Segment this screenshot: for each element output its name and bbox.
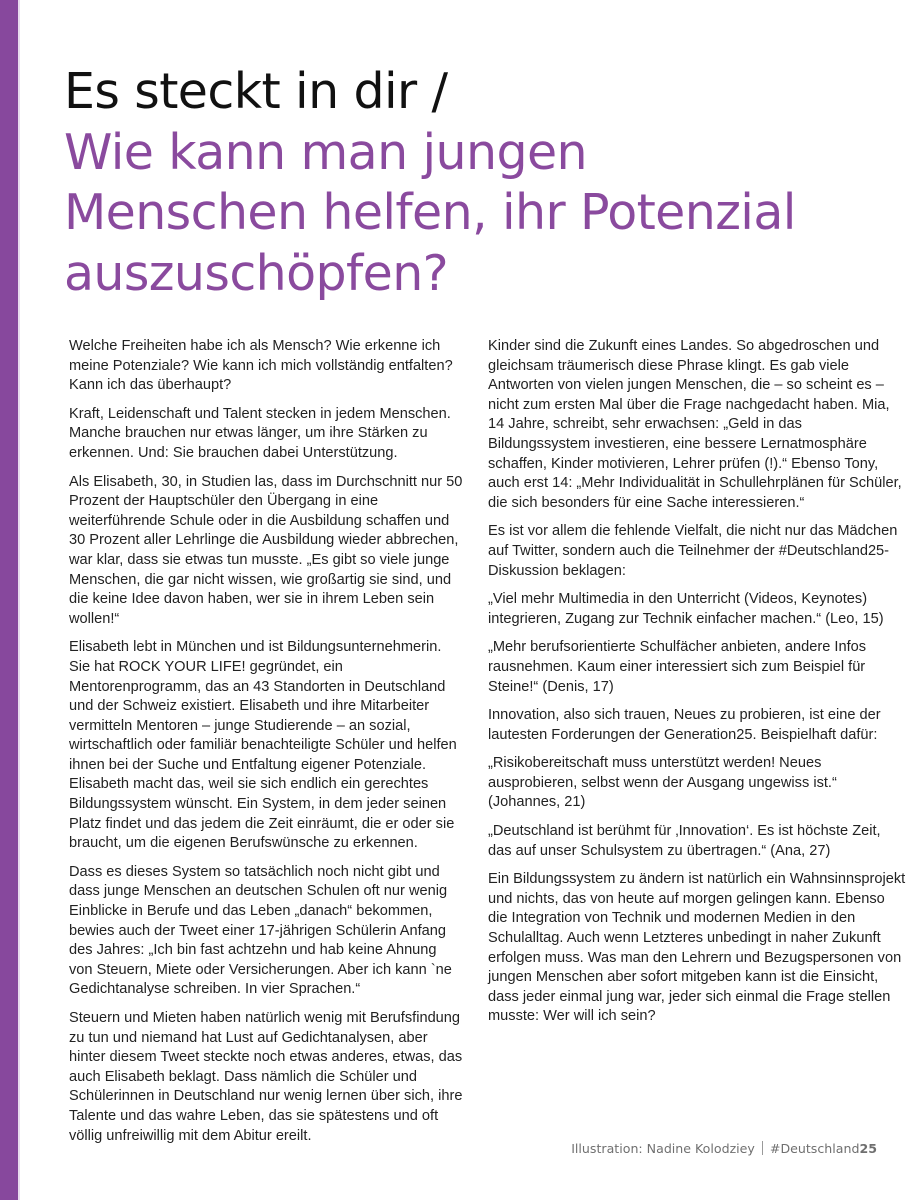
paragraph: Elisabeth lebt in München und ist Bildungsunternehmerin. Sie hat ROCK YOUR LIFE! gegründet, ein Mentorenprogramm, das an 43 Standorten in Deutschland und der Schweiz existiert. Elisabeth und ihre Mitarbeiter vermitteln Mentoren – junge Studierende – an sozial, wirtschaftlich oder familiär benachteiligte Schüler und helfen ihnen bei der Suche und Entfaltung eigener Potenziale. Elisabeth macht das, weil sie sich endlich ein gerechtes Bildungssystem wünscht. Ein System, in dem jeder seinen Platz findet und das jedem die Zeit einräumt, die er oder sie braucht, um die eigenen Berufswünsche zu erkennen. — [69, 639, 457, 852]
accent-side-bar — [0, 0, 18, 1200]
paragraph: Kraft, Leidenschaft und Talent stecken in jedem Menschen. Manche brauchen nur etwas länger, um ihre Stärken zu erkennen. Und: Sie brauchen dabei Unterstützung. — [69, 405, 451, 461]
quote-paragraph: „Risikobereitschaft muss unterstützt werden! Neues ausprobieren, selbst wenn der Ausgang ungewiss ist.“ (Johannes, 21) — [488, 755, 837, 811]
paragraph: Als Elisabeth, 30, in Studien las, dass im Durchschnitt nur 50 Prozent der Hauptschüler den Übergang in eine weiterführende Schule oder in die Ausbildung schaffen und 30 Prozent aller Lehrlinge die Ausbildung wieder abbrechen, war klar, dass sie etwas tun musste. „Es gibt so viele junge Menschen, die gar nicht wissen, wie großartig sie sind, und die keine Idee davon haben, wer sie in ihrem Leben sein wollen!“ — [69, 473, 463, 627]
paragraph: Dass es dieses System so tatsächlich noch nicht gibt und dass junge Menschen an deutschen Schulen oft nur wenig Einblicke in Berufe und das Leben „danach“ bekommen, bewies auch der Tweet einer 17-jährigen Schülerin Anfang des Jahres: „Ich bin fast achtzehn und hab keine Ahnung von Steuern, Miete oder Versicherungen. Aber ich kann `ne Gedichtanalyse schreiben. In vier Sprachen.“ — [69, 863, 452, 998]
title-question-line-3: auszuschöpfen? — [64, 244, 449, 302]
paragraph: Es ist vor allem die fehlende Vielfalt, die nicht nur das Mädchen auf Twitter, sondern auch die Teilnehmer der #Deutschland25-Diskussion beklagen: — [488, 523, 898, 579]
quote-paragraph: „Mehr berufsorientierte Schulfächer anbieten, andere Infos rausnehmen. Kaum einer interessiert sich zum Beispiel für Steine!“ (Denis, 17) — [488, 639, 867, 695]
hashtag — [770, 1141, 877, 1156]
accent-side-bar-edge — [18, 0, 20, 1200]
quote-paragraph: „Deutschland ist berühmt für ‚Innovation‘. Es ist höchste Zeit, das auf unser Schulsystem zu übertragen.“ (Ana, 27) — [488, 823, 881, 859]
paragraph: Welche Freiheiten habe ich als Mensch? Wie erkenne ich meine Potenziale? Wie kann ich mich vollständig entfalten? Kann ich das überhaupt? — [69, 338, 453, 394]
paragraph: Ein Bildungssystem zu ändern ist natürlich ein Wahnsinnsprojekt und nichts, das von heute auf morgen gelingen kann. Ebenso die Integration von Technik und modernen Medien in den Schulalltag. Auch wenn Letzteres unbedingt in naher Zukunft erfolgen muss. Was man den Lehrern und Bezugspersonen von jungen Menschen aber sofort mitgeben kann ist die Einsicht, dass jeder einmal jung war, jeder sich einmal die Frage stellen musste: Wer will ich sein? — [488, 871, 906, 1025]
hashtag-prefix: #Deutschland — [769, 1141, 860, 1156]
paragraph: Innovation, also sich trauen, Neues zu probieren, ist eine der lautesten Forderungen der Generation25. Beispielhaft dafür: — [488, 707, 881, 743]
quote-paragraph: „Viel mehr Multimedia in den Unterricht (Videos, Keynotes) integrieren, Zugang zur Technik einfacher machen.“ (Leo, 15) — [488, 591, 884, 627]
title-kicker: Es steckt in dir / — [64, 63, 448, 120]
right-column — [488, 337, 906, 1036]
left-column — [69, 337, 464, 1155]
page-footer — [571, 1141, 877, 1156]
title-question-line-1: Wie kann man jungen — [64, 123, 587, 181]
hashtag-number: 25 — [859, 1141, 877, 1156]
paragraph: Kinder sind die Zukunft eines Landes. So abgedroschen und gleichsam träumerisch diese Phrase klingt. Es gab viele Antworten von vielen jungen Menschen, die – so scheint es – nicht zum ersten Mal über die Frage nachgedacht haben. Mia, 14 Jahre, schreibt, sehr erwachsen: „Geld in das Bildungssystem investieren, eine bessere Lernatmosphäre schaffen, Kinder motivieren, Lehrer prüfen (!).“ Ebenso Tony, auch erst 14: „Mehr Individualität in Schullehrplänen für Schüler, die sich besonders für eine Sache interessieren.“ — [488, 338, 902, 511]
footer-divider — [762, 1141, 763, 1155]
paragraph: Steuern und Mieten haben natürlich wenig mit Berufsfindung zu tun und niemand hat Lust auf Gedichtanalysen, aber hinter diesem Tweet steckte noch etwas anderes, etwas, das auch Elisabeth beklagt. Dass nämlich die Schüler und Schülerinnen in Deutschland nur wenig lernen über sich, ihre Talente und das wahre Leben, das sie spätestens und oft völlig unfreiwillig mit dem Abitur ereilt. — [69, 1010, 463, 1144]
title-question-line-2: Menschen helfen, ihr Potenzial — [64, 184, 796, 241]
illustration-credit: Illustration: Nadine Kolodziey — [571, 1141, 755, 1156]
article-title — [64, 62, 914, 304]
